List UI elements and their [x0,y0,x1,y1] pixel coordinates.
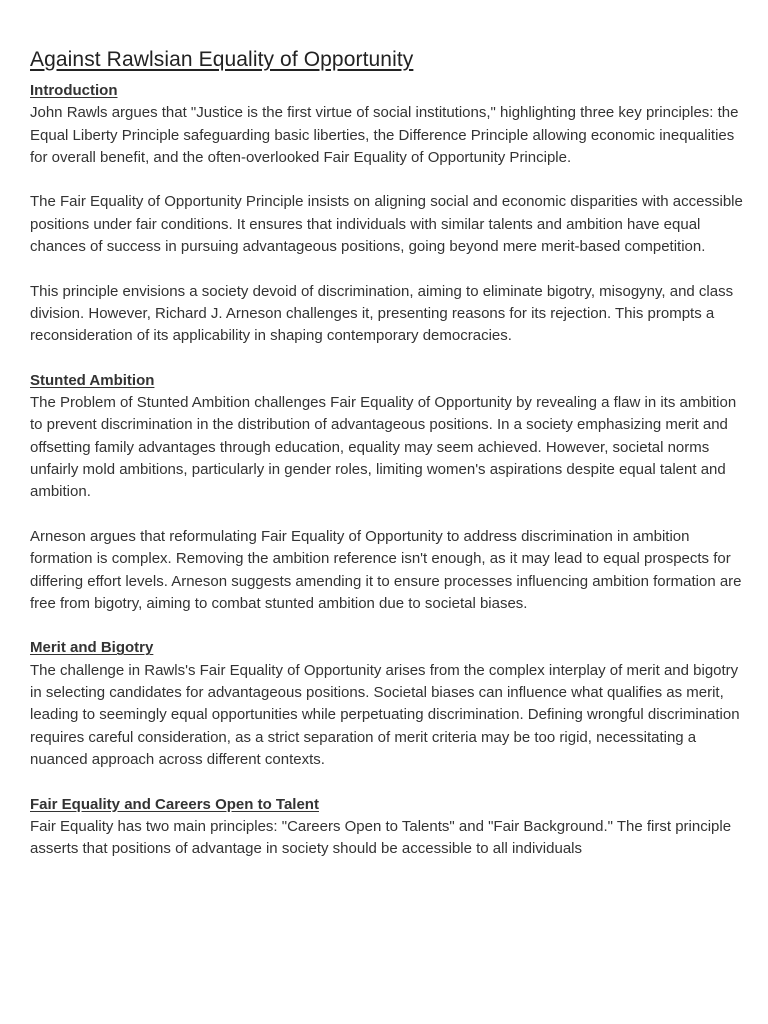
section-heading: Merit and Bigotry [30,639,154,657]
paragraph: The challenge in Rawls's Fair Equality of Opportunity arises from the complex interplay of merit and bigotry in selecting candidates for advantageous positions. Societal biases can influence what qualifies as merit, leading to seemingly equal opportunities while perpetuating discrimination. Defining wrongful discrimination requires careful consideration, as a strict separation of merit criteria may be too rigid, necessitating a nuanced approach across different contexts. [30,661,740,768]
section-heading: Introduction [30,82,118,99]
section-fair-equality-careers [30,794,744,861]
section-heading: Stunted Ambition [30,371,155,389]
paragraph: Arneson argues that reformulating Fair Equality of Opportunity to address discrimination in ambition formation is complex. Removing the ambition reference isn't enough, as it may lead to equal prospects for differing effort levels. Arneson suggests amending it to ensure processes influencing ambition formation are free from bigotry, aiming to combat stunted ambition due to societal biases. [30,527,742,612]
paragraph: The Problem of Stunted Ambition challenges Fair Equality of Opportunity by revealing a flaw in its ambition to prevent discrimination in the distribution of advantageous positions. In a society emphasizing merit and offsetting family advantages through education, equality may seem achieved. However, societal norms unfairly mold ambitions, particularly in gender roles, limiting women's aspirations despite equal talent and ambition. [30,394,737,501]
section-introduction [30,80,744,348]
paragraph: John Rawls argues that "Justice is the first virtue of social institutions," highlighting three key principles: the Equal Liberty Principle safeguarding basic liberties, the Difference Principle allowing economic inequalities for overall benefit, and the often-overlooked Fair Equality of Opportunity Principle. [30,104,739,166]
section-merit-and-bigotry [30,637,744,771]
document-title: Against Rawlsian Equality of Opportunity [30,48,414,71]
paragraph: This principle envisions a society devoid of discrimination, aiming to eliminate bigotry, misogyny, and class division. However, Richard J. Arneson challenges it, presenting reasons for its rejection. This prompts a reconsideration of its applicability in shaping contemporary democracies. [30,282,734,345]
section-stunted-ambition [30,370,744,615]
paragraph: Fair Equality has two main principles: "Careers Open to Talents" and "Fair Background." The first principle asserts that positions of advantage in society should be accessible to all individuals [30,817,732,858]
paragraph: The Fair Equality of Opportunity Principle insists on aligning social and economic disparities with accessible positions under fair conditions. It ensures that individuals with similar talents and ambition have equal chances of success in pursuing advantageous positions, going beyond mere merit-based competition. [30,193,743,256]
section-heading: Fair Equality and Careers Open to Talent [30,795,319,813]
